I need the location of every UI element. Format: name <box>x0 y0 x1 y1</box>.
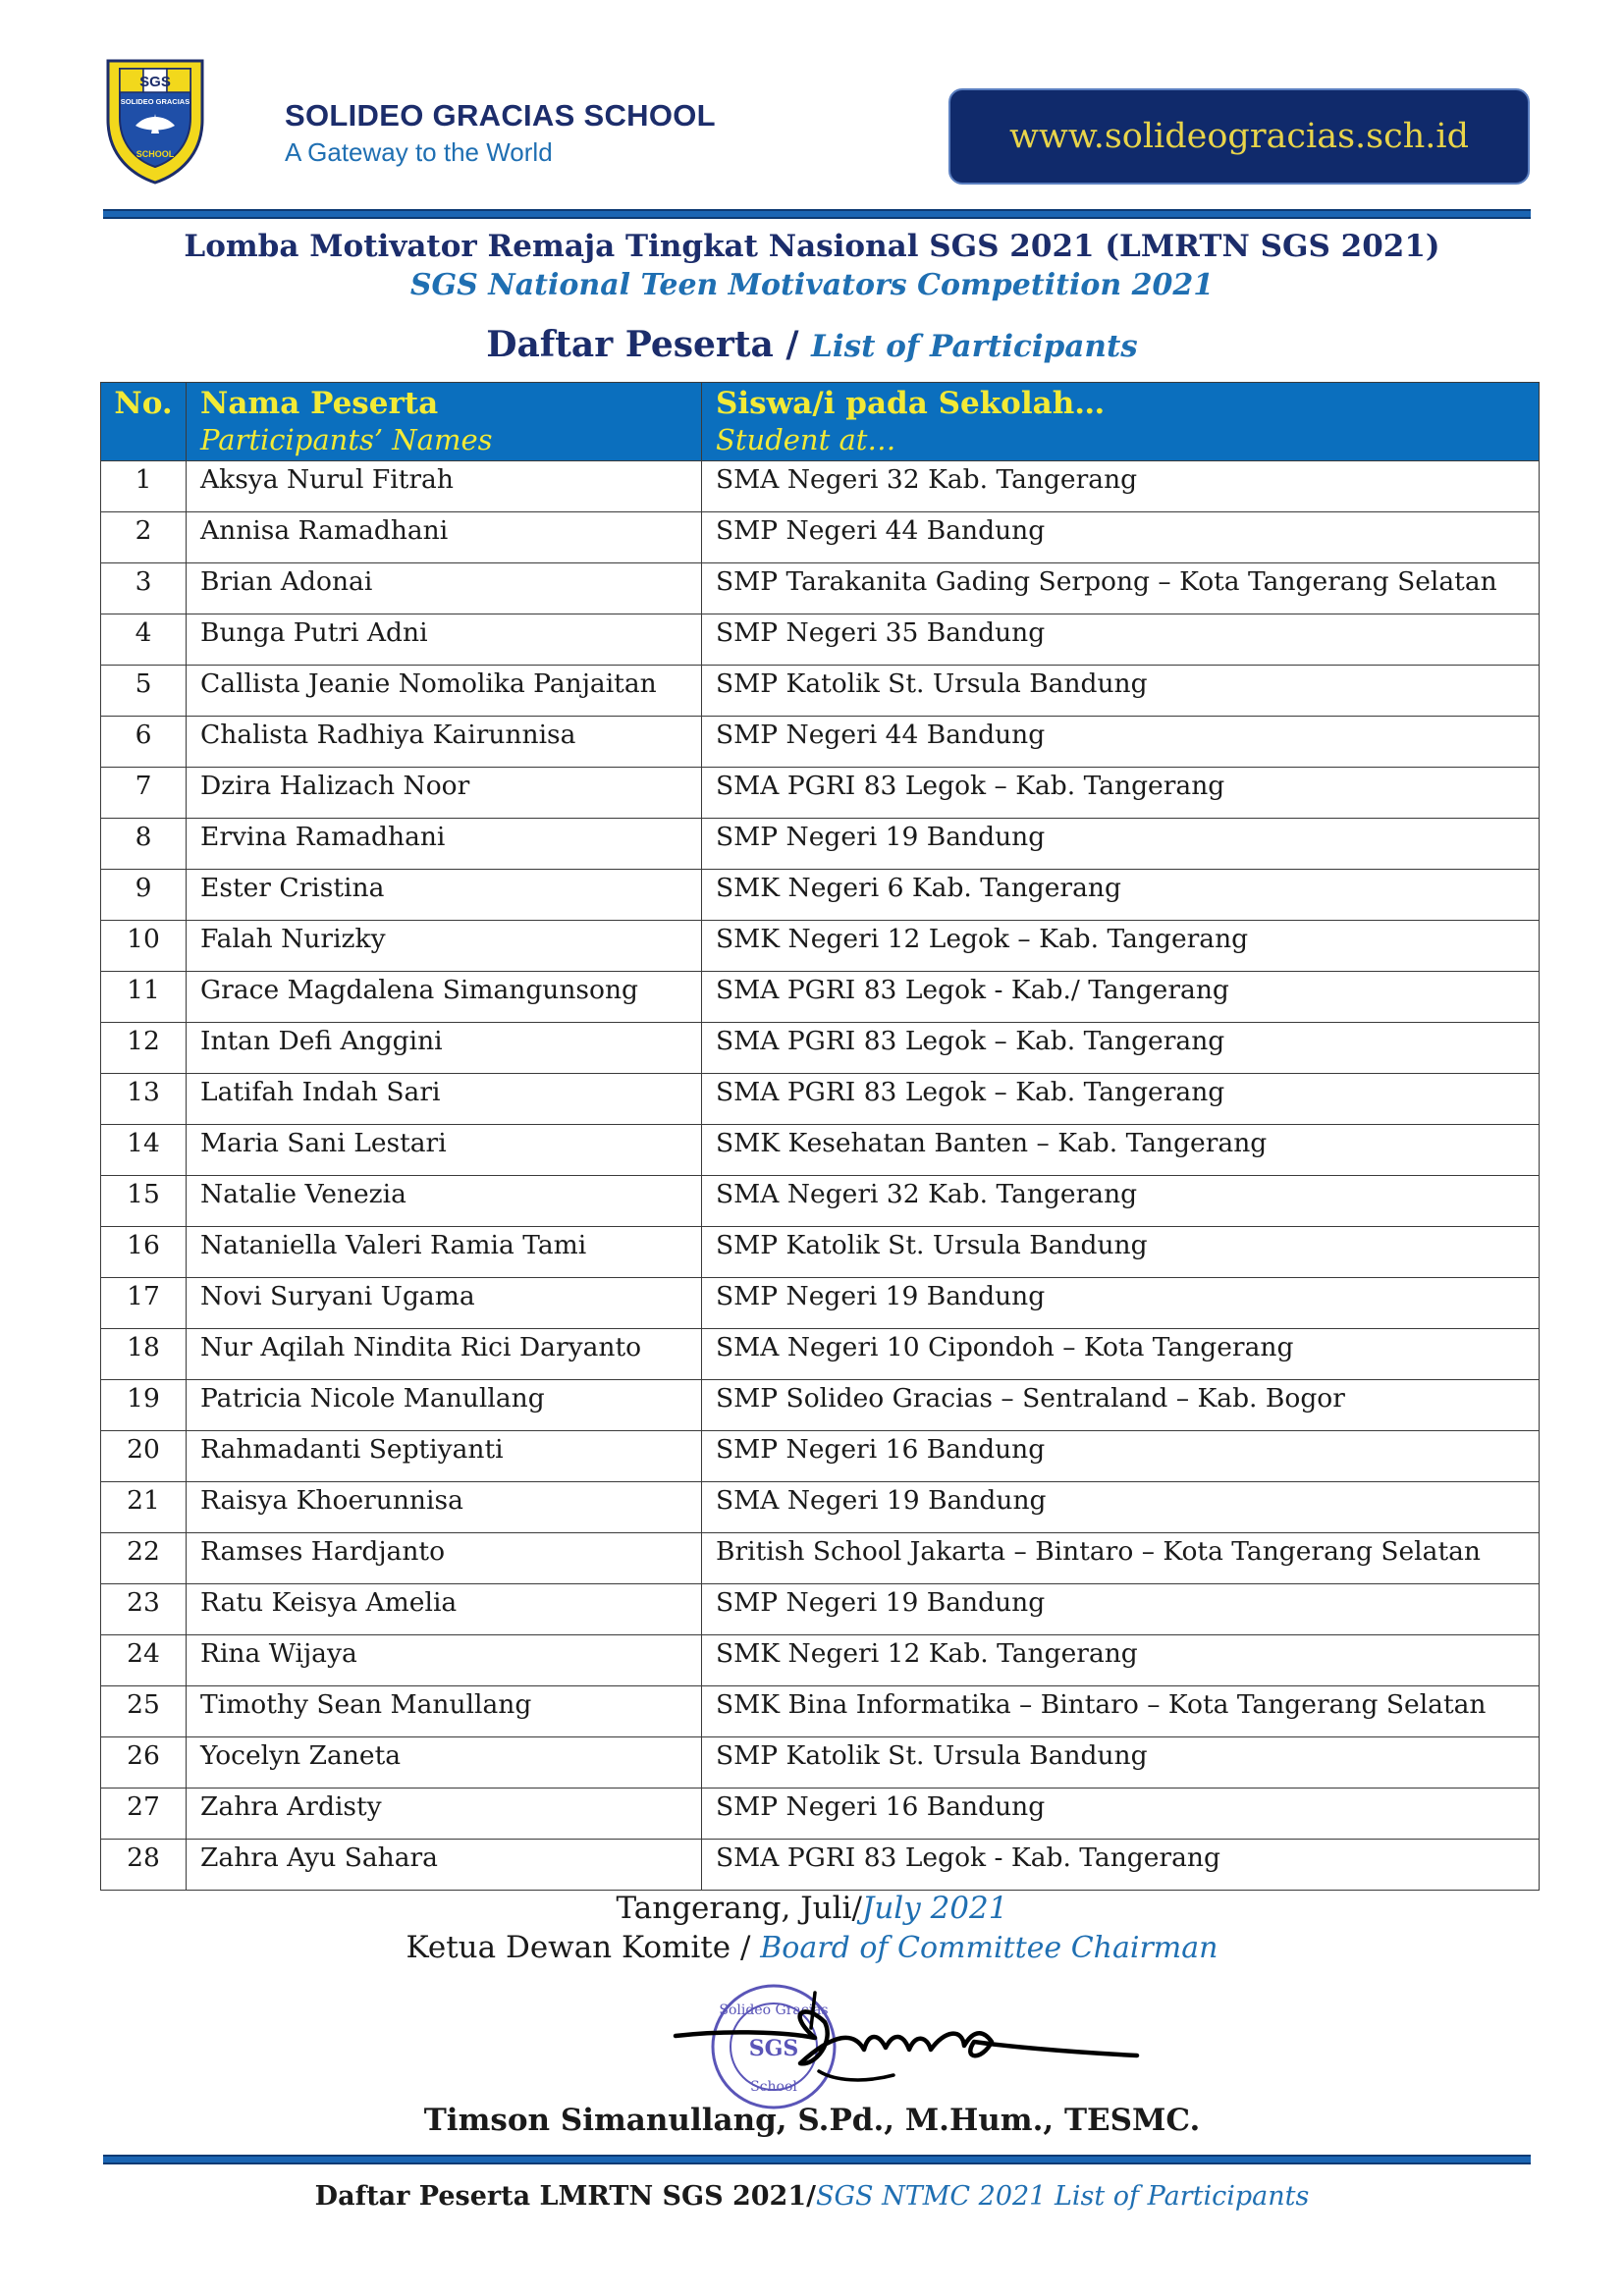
competition-title-english: SGS National Teen Motivators Competition 2021 <box>409 268 1215 302</box>
row-number: 13 <box>101 1074 187 1125</box>
footer-title-english: SGS NTMC 2021 List of Participants <box>815 2181 1310 2212</box>
header-school-id: Siswa/i pada Sekolah… <box>716 386 1106 421</box>
table-body <box>101 461 1540 1891</box>
participant-name: Brian Adonai <box>187 563 702 614</box>
table-row <box>101 1278 1540 1329</box>
row-number: 27 <box>101 1789 187 1840</box>
participant-school: SMP Negeri 19 Bandung <box>702 819 1540 870</box>
participant-school: SMP Negeri 44 Bandung <box>702 512 1540 563</box>
participant-name: Chalista Radhiya Kairunnisa <box>187 717 702 768</box>
participant-name: Rahmadanti Septiyanti <box>187 1431 702 1482</box>
row-number: 12 <box>101 1023 187 1074</box>
signatory-position <box>0 1930 1624 1965</box>
table-row <box>101 1584 1540 1635</box>
row-number: 14 <box>101 1125 187 1176</box>
participant-school: SMP Negeri 16 Bandung <box>702 1789 1540 1840</box>
stamp-bottom-text: School <box>750 2079 797 2095</box>
table-row <box>101 1329 1540 1380</box>
row-number: 10 <box>101 921 187 972</box>
position-english: Board of Committee Chairman <box>760 1931 1218 1965</box>
handwritten-signature <box>676 2011 1137 2063</box>
position-id: Ketua Dewan Komite <box>406 1930 731 1965</box>
header-school-english: Student at… <box>716 423 896 456</box>
table-row <box>101 972 1540 1023</box>
place-date-id: Tangerang, Juli/ <box>616 1891 862 1926</box>
header-name <box>187 383 702 461</box>
row-number: 8 <box>101 819 187 870</box>
table-row <box>101 666 1540 717</box>
table-row <box>101 563 1540 614</box>
participant-school: SMA PGRI 83 Legok - Kab./ Tangerang <box>702 972 1540 1023</box>
signatory-name: Timson Simanullang, S.Pd., M.Hum., TESMC. <box>423 2103 1201 2138</box>
participant-name: Ervina Ramadhani <box>187 819 702 870</box>
table-row <box>101 512 1540 563</box>
row-number: 5 <box>101 666 187 717</box>
logo-ring-text: SOLIDEO GRACIAS <box>120 97 190 106</box>
participant-school: SMA PGRI 83 Legok – Kab. Tangerang <box>702 768 1540 819</box>
row-number: 3 <box>101 563 187 614</box>
row-number: 23 <box>101 1584 187 1635</box>
table-row <box>101 1023 1540 1074</box>
table-row <box>101 1074 1540 1125</box>
stamp-top-text: Solideo Gracias <box>719 2002 829 2018</box>
participant-name: Ester Cristina <box>187 870 702 921</box>
participant-name: Dzira Halizach Noor <box>187 768 702 819</box>
participant-name: Latifah Indah Sari <box>187 1074 702 1125</box>
participant-name: Raisya Khoerunnisa <box>187 1482 702 1533</box>
participant-school: SMP Solideo Gracias – Sentraland – Kab. Bogor <box>702 1380 1540 1431</box>
row-number: 25 <box>101 1686 187 1737</box>
participant-school: SMA PGRI 83 Legok – Kab. Tangerang <box>702 1074 1540 1125</box>
table-row <box>101 1227 1540 1278</box>
participant-school: SMK Bina Informatika – Bintaro – Kota Tangerang Selatan <box>702 1686 1540 1737</box>
participant-school: SMA Negeri 10 Cipondoh – Kota Tangerang <box>702 1329 1540 1380</box>
header-name-id: Nama Peserta <box>200 386 439 421</box>
date-english: July 2021 <box>861 1891 1008 1926</box>
table-row <box>101 1431 1540 1482</box>
school-stamp <box>713 1986 835 2108</box>
list-title-id: Daftar Peserta <box>486 324 774 365</box>
row-number: 17 <box>101 1278 187 1329</box>
row-number: 2 <box>101 512 187 563</box>
row-number: 22 <box>101 1533 187 1584</box>
table-row <box>101 1176 1540 1227</box>
table-row <box>101 768 1540 819</box>
participant-name: Intan Defi Anggini <box>187 1023 702 1074</box>
row-number: 19 <box>101 1380 187 1431</box>
row-number: 24 <box>101 1635 187 1686</box>
place-date <box>0 1891 1624 1926</box>
row-number: 18 <box>101 1329 187 1380</box>
table-row <box>101 1533 1540 1584</box>
participant-name: Bunga Putri Adni <box>187 614 702 666</box>
participant-name: Ratu Keisya Amelia <box>187 1584 702 1635</box>
participant-name: Rina Wijaya <box>187 1635 702 1686</box>
participant-name: Ramses Hardjanto <box>187 1533 702 1584</box>
stamp-center-text: SGS <box>748 2036 799 2061</box>
table-row <box>101 717 1540 768</box>
participant-name: Nataniella Valeri Ramia Tami <box>187 1227 702 1278</box>
header-name-english: Participants’ Names <box>200 423 493 456</box>
school-logo <box>102 55 208 187</box>
participant-school: SMK Negeri 12 Kab. Tangerang <box>702 1635 1540 1686</box>
participant-school: SMK Negeri 12 Legok – Kab. Tangerang <box>702 921 1540 972</box>
row-number: 16 <box>101 1227 187 1278</box>
list-title-english: List of Participants <box>811 329 1138 364</box>
logo-letters: SGS <box>139 74 171 90</box>
table-row <box>101 1840 1540 1891</box>
participant-school: SMP Katolik St. Ursula Bandung <box>702 1737 1540 1789</box>
list-title <box>0 324 1624 365</box>
footer-divider <box>103 2155 1531 2164</box>
participant-name: Aksya Nurul Fitrah <box>187 461 702 512</box>
page-footer <box>0 2181 1624 2212</box>
table-row <box>101 1482 1540 1533</box>
table-row <box>101 1789 1540 1840</box>
participant-name: Nur Aqilah Nindita Rici Daryanto <box>187 1329 702 1380</box>
participant-name: Grace Magdalena Simangunsong <box>187 972 702 1023</box>
row-number: 11 <box>101 972 187 1023</box>
row-number: 1 <box>101 461 187 512</box>
row-number: 20 <box>101 1431 187 1482</box>
participant-school: SMP Negeri 19 Bandung <box>702 1278 1540 1329</box>
table-header-row <box>101 383 1540 461</box>
table-row <box>101 1737 1540 1789</box>
participant-school: SMP Katolik St. Ursula Bandung <box>702 1227 1540 1278</box>
participant-school: SMA PGRI 83 Legok - Kab. Tangerang <box>702 1840 1540 1891</box>
participant-school: SMK Kesehatan Banten – Kab. Tangerang <box>702 1125 1540 1176</box>
row-number: 4 <box>101 614 187 666</box>
stamp-and-signature <box>668 1973 1159 2120</box>
participant-name: Callista Jeanie Nomolika Panjaitan <box>187 666 702 717</box>
participant-name: Falah Nurizky <box>187 921 702 972</box>
header-divider <box>103 209 1531 219</box>
row-number: 6 <box>101 717 187 768</box>
school-name: SOLIDEO GRACIAS SCHOOL <box>285 98 716 133</box>
table-row <box>101 870 1540 921</box>
table-row <box>101 1125 1540 1176</box>
row-number: 9 <box>101 870 187 921</box>
table-row <box>101 921 1540 972</box>
row-number: 15 <box>101 1176 187 1227</box>
participant-school: SMA PGRI 83 Legok – Kab. Tangerang <box>702 1023 1540 1074</box>
participant-school: SMA Negeri 19 Bandung <box>702 1482 1540 1533</box>
participant-school: SMA Negeri 32 Kab. Tangerang <box>702 1176 1540 1227</box>
table-row <box>101 1686 1540 1737</box>
row-number: 28 <box>101 1840 187 1891</box>
header-no: No. <box>101 383 187 461</box>
website-url[interactable]: www.solideogracias.sch.id <box>1008 117 1470 156</box>
participant-name: Annisa Ramadhani <box>187 512 702 563</box>
participant-school: SMP Negeri 35 Bandung <box>702 614 1540 666</box>
row-number: 7 <box>101 768 187 819</box>
position-separator: / <box>731 1930 761 1965</box>
competition-title: Lomba Motivator Remaja Tingkat Nasional SGS 2021 (LMRTN SGS 2021) <box>184 229 1440 264</box>
website-banner <box>948 88 1530 185</box>
participant-name: Zahra Ardisty <box>187 1789 702 1840</box>
participant-school: SMP Negeri 16 Bandung <box>702 1431 1540 1482</box>
participant-school: SMA Negeri 32 Kab. Tangerang <box>702 461 1540 512</box>
participant-name: Maria Sani Lestari <box>187 1125 702 1176</box>
table-row <box>101 614 1540 666</box>
participant-school: SMP Tarakanita Gading Serpong – Kota Tangerang Selatan <box>702 563 1540 614</box>
header-school <box>702 383 1540 461</box>
table-row <box>101 461 1540 512</box>
participant-school: British School Jakarta – Bintaro – Kota Tangerang Selatan <box>702 1533 1540 1584</box>
participant-name: Novi Suryani Ugama <box>187 1278 702 1329</box>
participant-name: Zahra Ayu Sahara <box>187 1840 702 1891</box>
table-row <box>101 819 1540 870</box>
row-number: 26 <box>101 1737 187 1789</box>
participant-school: SMP Negeri 19 Bandung <box>702 1584 1540 1635</box>
table-row <box>101 1635 1540 1686</box>
school-tagline: A Gateway to the World <box>285 137 553 167</box>
list-title-separator: / <box>773 324 812 365</box>
row-number: 21 <box>101 1482 187 1533</box>
logo-bottom-text: SCHOOL <box>135 149 175 159</box>
participants-table <box>100 382 1540 1891</box>
participant-name: Natalie Venezia <box>187 1176 702 1227</box>
footer-title-id: Daftar Peserta LMRTN SGS 2021/ <box>314 2181 816 2212</box>
table-row <box>101 1380 1540 1431</box>
participant-school: SMK Negeri 6 Kab. Tangerang <box>702 870 1540 921</box>
participant-name: Yocelyn Zaneta <box>187 1737 702 1789</box>
participant-school: SMP Negeri 44 Bandung <box>702 717 1540 768</box>
participant-name: Patricia Nicole Manullang <box>187 1380 702 1431</box>
participant-school: SMP Katolik St. Ursula Bandung <box>702 666 1540 717</box>
participant-name: Timothy Sean Manullang <box>187 1686 702 1737</box>
